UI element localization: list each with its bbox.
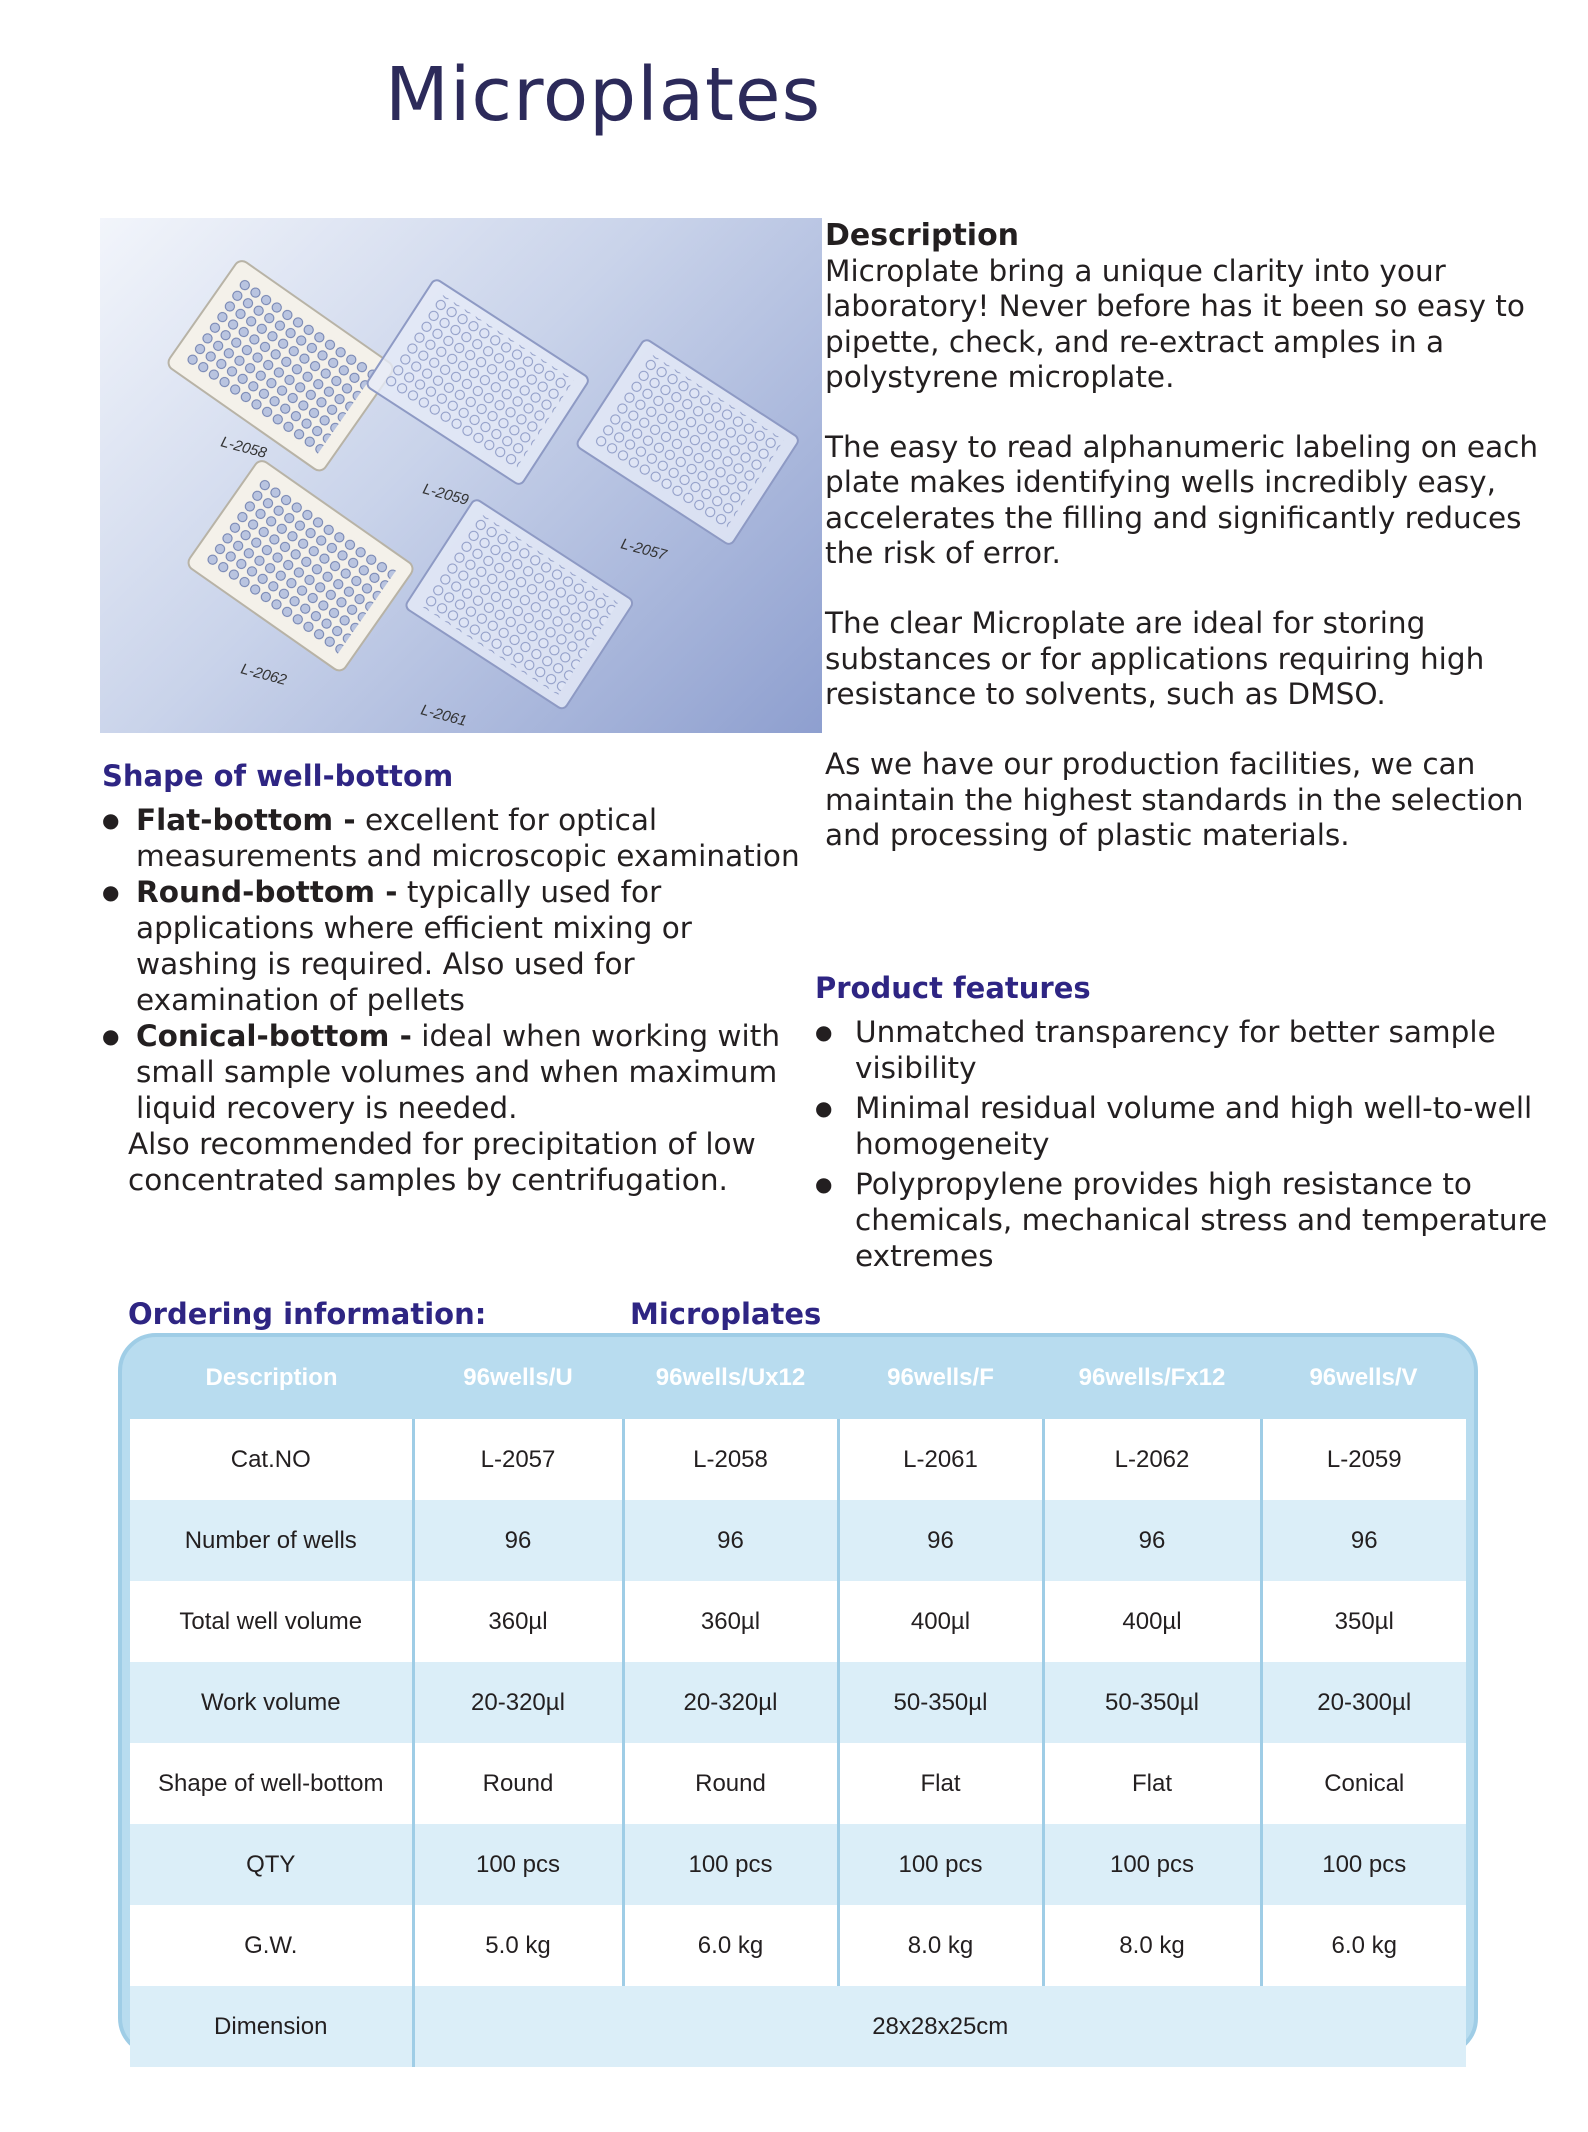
- row-label-cell: G.W.: [130, 1905, 413, 1986]
- label-l-2058: L-2058: [218, 433, 269, 462]
- ordering-product: Microplates: [630, 1297, 822, 1331]
- table-row: [130, 1743, 1466, 1824]
- shape-term: Flat-bottom -: [136, 803, 356, 837]
- table-cell: 8.0 kg: [1043, 1905, 1261, 1986]
- shape-term: Conical-bottom -: [136, 1019, 412, 1053]
- table-cell: 100 pcs: [1261, 1824, 1466, 1905]
- table-cell: 96: [1043, 1500, 1261, 1581]
- label-l-2062: L-2062: [238, 660, 289, 689]
- row-label-cell: QTY: [130, 1824, 413, 1905]
- list-item: [102, 802, 822, 874]
- table-cell: Conical: [1261, 1743, 1466, 1824]
- plate-l-2059: [365, 278, 590, 486]
- ordering-heading: [128, 1297, 822, 1331]
- table-cell: 360µl: [413, 1581, 623, 1662]
- table-cell: 350µl: [1261, 1581, 1466, 1662]
- table-cell: 20-300µl: [1261, 1662, 1466, 1743]
- table-cell: 100 pcs: [1043, 1824, 1261, 1905]
- description-heading: Description: [825, 218, 1020, 253]
- description-paragraph: As we have our production facilities, we can maintain the highest standards in the selection and processing of plastic materials.: [825, 747, 1524, 852]
- list-item: [102, 1018, 822, 1126]
- shape-term: Round-bottom -: [136, 875, 398, 909]
- table-cell: 5.0 kg: [413, 1905, 623, 1986]
- table-cell: 50-350µl: [1043, 1662, 1261, 1743]
- ordering-table: [130, 1337, 1466, 2067]
- table-cell: 8.0 kg: [838, 1905, 1043, 1986]
- row-label-cell: Number of wells: [130, 1500, 413, 1581]
- column-header: 96wells/Fx12: [1078, 1364, 1226, 1391]
- row-label-cell: Cat.NO: [130, 1419, 413, 1500]
- features-list: [815, 1014, 1565, 1274]
- table-cell: 400µl: [1043, 1581, 1261, 1662]
- table-row: [130, 1824, 1466, 1905]
- plate-l-2061: [404, 498, 634, 711]
- features-section: [815, 970, 1565, 1278]
- shape-note: Also recommended for precipitation of low concentrated samples by centrifugation.: [128, 1127, 756, 1197]
- features-heading: Product features: [815, 971, 1091, 1005]
- shape-list: [102, 802, 822, 1126]
- table-header-row: [130, 1337, 1466, 1419]
- table-cell: 20-320µl: [623, 1662, 838, 1743]
- row-label-cell: Shape of well-bottom: [130, 1743, 413, 1824]
- label-l-2061: L-2061: [418, 701, 469, 730]
- description-paragraph: Microplate bring a unique clarity into your laboratory! Never before has it been so easy to pipette, check, and re-extract amples in a polystyrene microplate.: [825, 254, 1525, 394]
- description-paragraph: The easy to read alphanumeric labeling on each plate makes identifying wells incredibly easy, accelerates the filling and significantly reduces the risk of error.: [825, 430, 1539, 571]
- label-l-2057: L-2057: [618, 535, 669, 564]
- column-header: 96wells/U: [463, 1364, 573, 1391]
- table-cell: 360µl: [623, 1581, 838, 1662]
- page-title: Microplates: [385, 52, 822, 138]
- dimension-cell: 28x28x25cm: [413, 1986, 1466, 2067]
- column-header: Description: [205, 1364, 338, 1391]
- table-cell: 6.0 kg: [1261, 1905, 1466, 1986]
- table-row: [130, 1500, 1466, 1581]
- table-row: [130, 1905, 1466, 1986]
- table-cell: 6.0 kg: [623, 1905, 838, 1986]
- shape-text: typically used for applications where efficient mixing or washing is required. Also used for examination of pellets: [136, 875, 692, 1017]
- shape-text: excellent for optical measurements and microscopic examination: [136, 803, 800, 873]
- table-row: [130, 1581, 1466, 1662]
- table-cell: 400µl: [838, 1581, 1043, 1662]
- table-cell: 20-320µl: [413, 1662, 623, 1743]
- shape-text: ideal when working with small sample volumes and when maximum liquid recovery is needed.: [136, 1019, 781, 1125]
- column-header: 96wells/Ux12: [655, 1364, 806, 1391]
- ordering-table-frame: [118, 1333, 1478, 2056]
- table-cell: 96: [838, 1500, 1043, 1581]
- table-row: [130, 1986, 1466, 2067]
- table-cell: 96: [623, 1500, 838, 1581]
- column-header: 96wells/V: [1309, 1364, 1418, 1391]
- plate-l-2062: [185, 458, 415, 673]
- plate-l-2057: [575, 338, 800, 546]
- list-item: ● Minimal residual volume and high well-to-well homogeneity: [815, 1090, 1565, 1162]
- list-item: ● Unmatched transparency for better sample visibility: [815, 1014, 1565, 1086]
- table-cell: Flat: [838, 1743, 1043, 1824]
- description-section: [825, 218, 1565, 888]
- row-label-cell: Total well volume: [130, 1581, 413, 1662]
- product-photo: [100, 218, 822, 733]
- shape-section: [102, 758, 822, 1198]
- table-row: [130, 1662, 1466, 1743]
- description-paragraph: The clear Microplate are ideal for storing substances or for applications requiring high resistance to solvents, such as DMSO.: [825, 606, 1485, 711]
- table-cell: Flat: [1043, 1743, 1261, 1824]
- table-cell: L-2061: [838, 1419, 1043, 1500]
- table-cell: Round: [413, 1743, 623, 1824]
- table-row: [130, 1419, 1466, 1500]
- table-cell: L-2057: [413, 1419, 623, 1500]
- list-item: ● Polypropylene provides high resistance to chemicals, mechanical stress and temperature extremes: [815, 1166, 1565, 1274]
- table-cell: L-2058: [623, 1419, 838, 1500]
- table-cell: Round: [623, 1743, 838, 1824]
- table-cell: 96: [413, 1500, 623, 1581]
- plate-l-2058: [165, 258, 395, 473]
- list-item: [102, 874, 822, 1018]
- shape-heading: Shape of well-bottom: [102, 759, 454, 793]
- table-cell: 50-350µl: [838, 1662, 1043, 1743]
- column-header: 96wells/F: [887, 1364, 994, 1391]
- table-cell: 96: [1261, 1500, 1466, 1581]
- microplates-illustration: [100, 218, 822, 733]
- table-cell: 100 pcs: [413, 1824, 623, 1905]
- table-cell: L-2059: [1261, 1419, 1466, 1500]
- table-cell: 100 pcs: [838, 1824, 1043, 1905]
- ordering-label: Ordering information:: [128, 1297, 487, 1331]
- row-label-cell: Dimension: [130, 1986, 413, 2067]
- table-cell: 100 pcs: [623, 1824, 838, 1905]
- label-l-2059: L-2059: [420, 480, 471, 509]
- table-cell: L-2062: [1043, 1419, 1261, 1500]
- row-label-cell: Work volume: [130, 1662, 413, 1743]
